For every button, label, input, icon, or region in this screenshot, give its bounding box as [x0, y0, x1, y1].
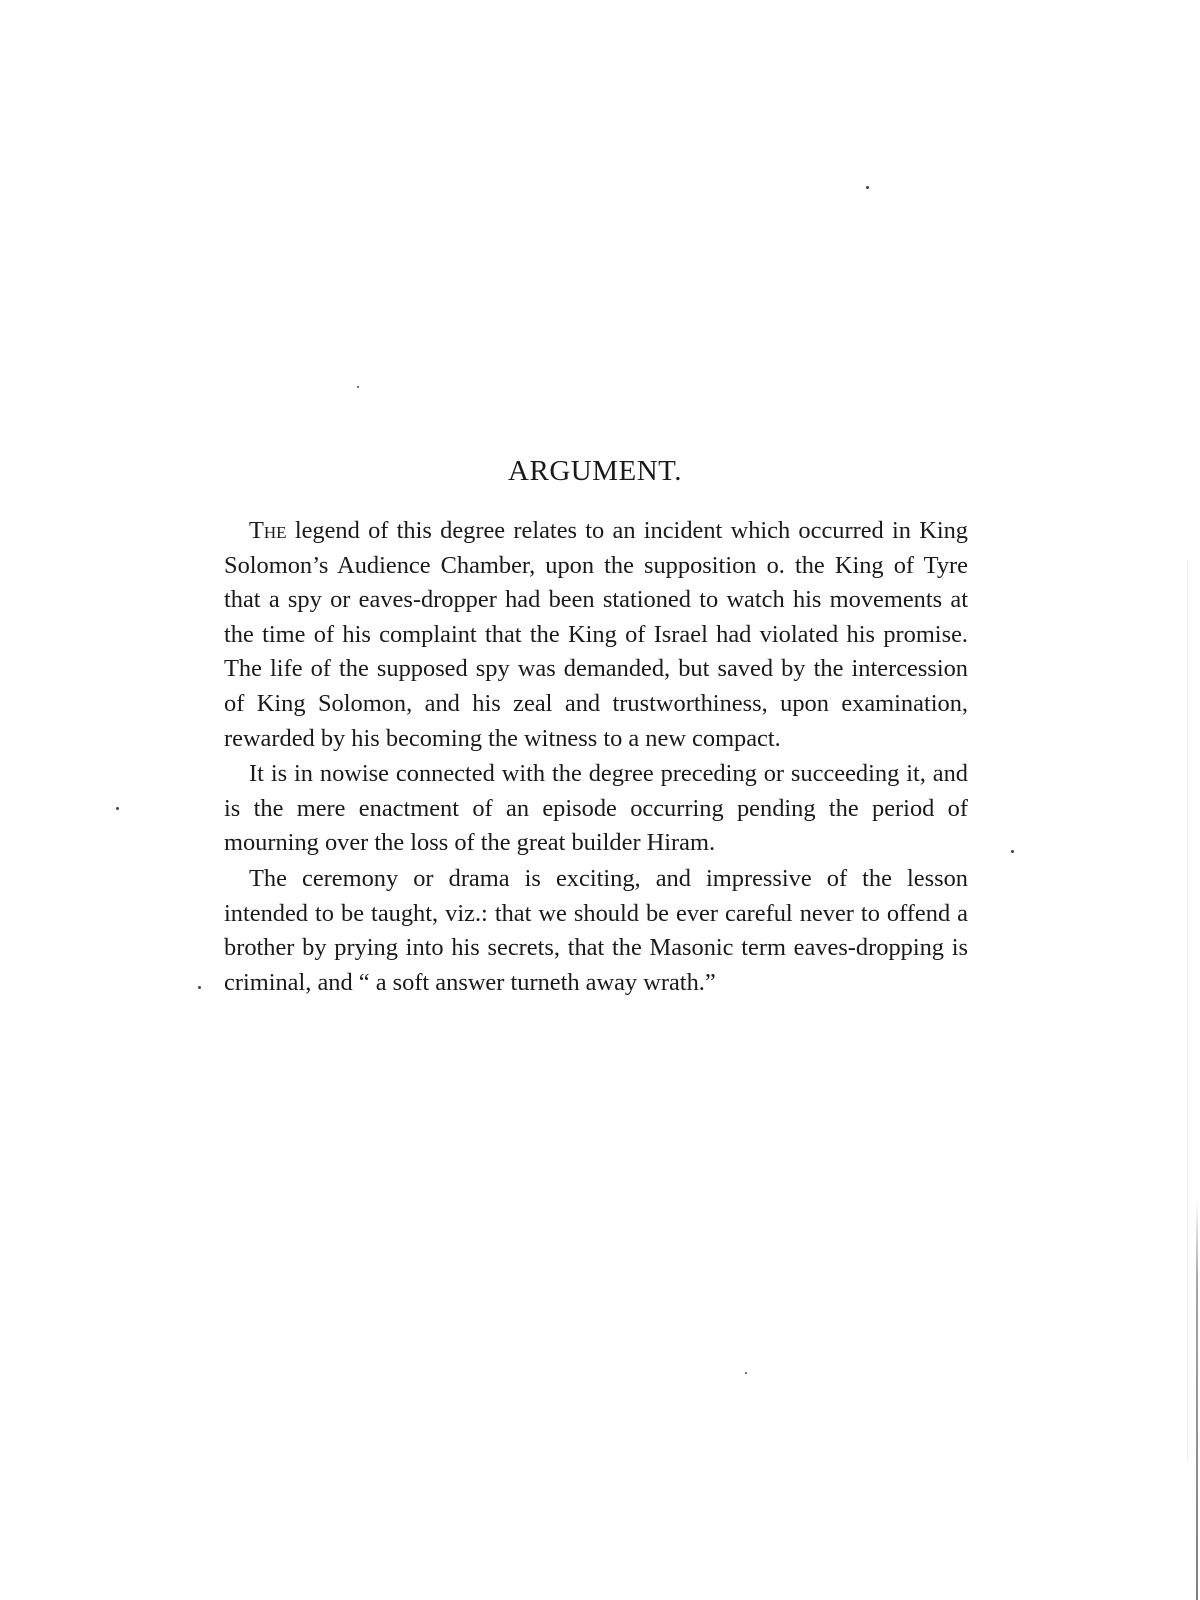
paragraph-lead-word: The [249, 517, 287, 544]
body-text [224, 514, 968, 1000]
speck [116, 807, 119, 810]
paragraph-2 [224, 757, 968, 861]
paragraph-text: legend of this degree relates to an incident which occurred in King Solomon’s Audience Chamber, upon the supposition o. the King of Tyre that a spy or eaves-dropper had been stationed to watch his movements at the time of his complaint that the King of Israel had violated his promise. The life of the supposed spy was demanded, but saved by the intercession of King Solomon, and his zeal and trustworthiness, upon examination, rewarded by his becoming the witness to a new compact. [224, 517, 968, 752]
paragraph-text: The ceremony or drama is exciting, and impressive of the lesson intended to be taught, viz.: that we should be ever careful never to offend a brother by prying into his secrets, that the Masonic term eaves-dropping is criminal, and “ a soft answer turneth away wrath.” [224, 864, 968, 996]
scan-edge [1196, 1200, 1198, 1600]
page-title: ARGUMENT. [508, 455, 682, 488]
speck [745, 1372, 747, 1374]
speck [198, 986, 201, 989]
paragraph-text: It is in nowise connected with the degree preceding or succeeding it, and is the mere enactment of an episode occurring pending the period of mourning over the loss of the great builder Hiram. [224, 760, 968, 857]
speck [357, 386, 359, 388]
speck [866, 186, 869, 189]
speck [1011, 850, 1014, 853]
scan-edge-faint [1187, 560, 1188, 1460]
paragraph-3 [224, 862, 968, 1000]
paragraph-1 [224, 514, 968, 756]
